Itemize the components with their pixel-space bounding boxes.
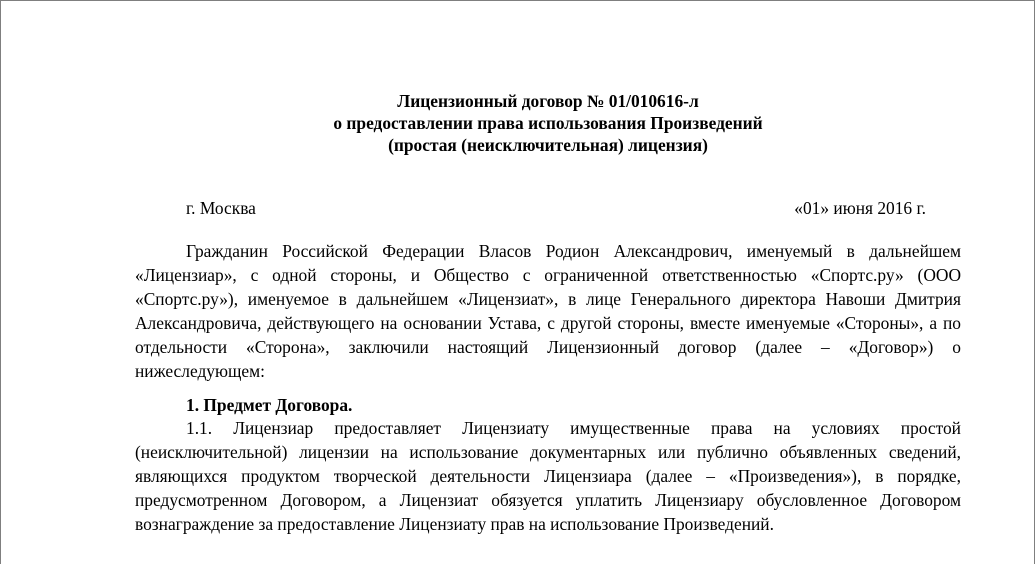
clause-1-1: 1.1. Лицензиар предоставляет Лицензиату имущественные права на условиях простой (неисключительной) лицензии на использование документарных или публично объявленных сведений, являющихся продуктом творческой деятельности Лицензиара (далее – «Произведения»), в порядке, предусмотренном Договором, а Лицензиат обязуется уплатить Лицензиару обусловленное Договором вознаграждение за предоставление Лицензиату прав на использование Произведений. bbox=[135, 418, 961, 534]
document-license-type: (простая (неисключительная) лицензия) bbox=[388, 135, 708, 155]
document-title: Лицензионный договор № 01/010616-л bbox=[397, 91, 699, 111]
document-date: «01» июня 2016 г. bbox=[794, 198, 926, 218]
document-city: г. Москва bbox=[186, 198, 256, 218]
intro-paragraph: Гражданин Российской Федерации Власов Родион Александрович, именуемый в дальнейшем «Лицензиар», с одной стороны, и Общество с ограниченной ответственностью «Спортс.ру» (ООО «Спортс.ру»), именуемое в дальнейшем «Лицензиат», в лице Генерального директора Навоши Дмитрия Александровича, действующего на основании Устава, с другой стороны, вместе именуемые «Стороны», а по отдельности «Сторона», заключили настоящий Лицензионный договор (далее – «Договор») о нижеследующем: bbox=[135, 241, 961, 381]
document-subtitle: о предоставлении права использования Произведений bbox=[333, 113, 763, 133]
section-heading: 1. Предмет Договора. bbox=[186, 395, 353, 415]
